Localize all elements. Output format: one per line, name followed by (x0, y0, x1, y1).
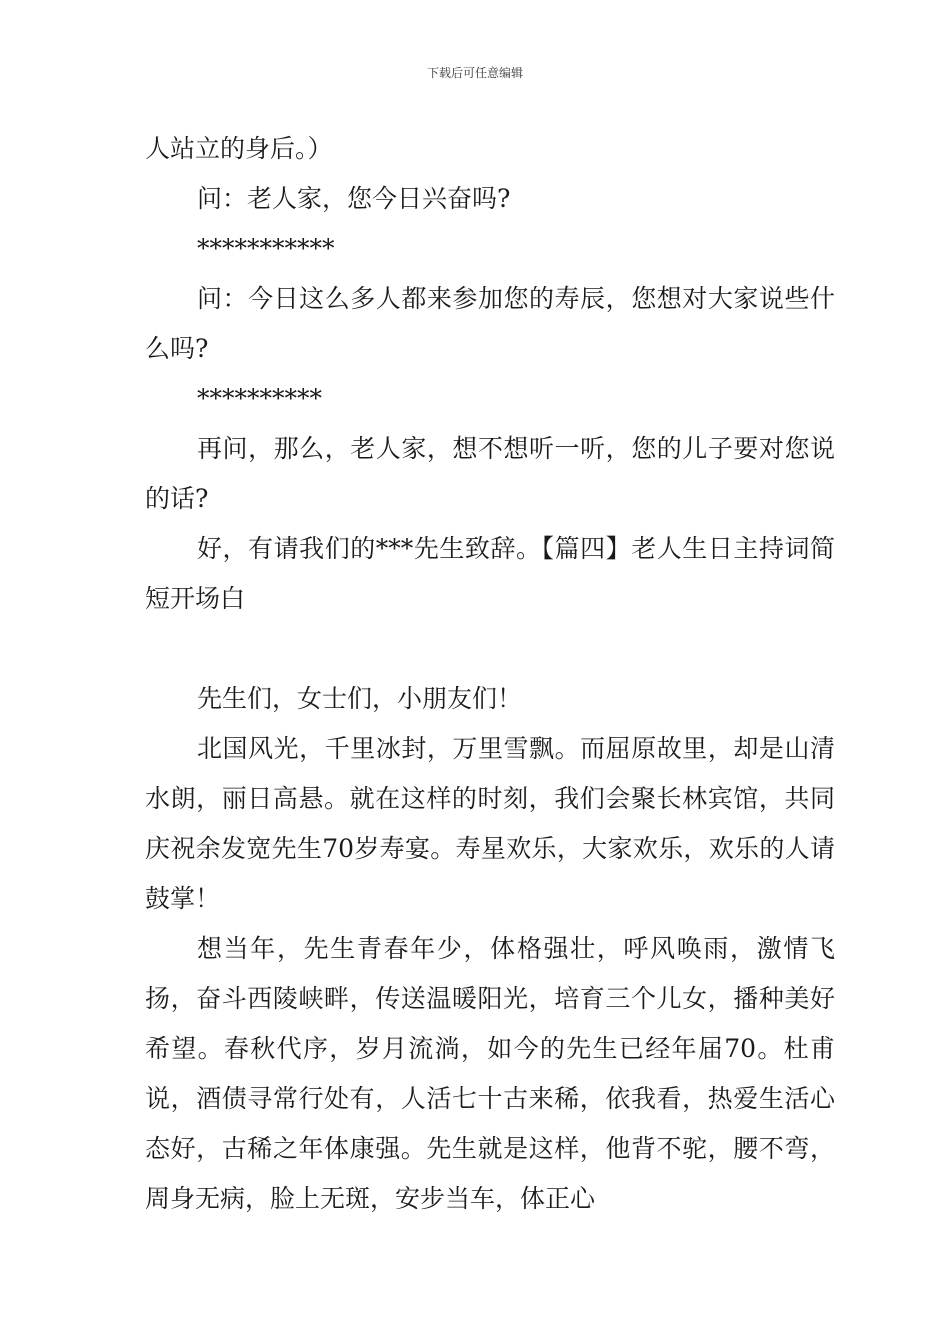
paragraph: 北国风光，千里冰封，万里雪飘。而屈原故里，却是山清水朗，丽日高悬。就在这样的时刻，我们会聚长林宾馆，共同庆祝余发宽先生70岁寿宴。寿星欢乐，大家欢乐，欢乐的人请鼓掌！ (145, 734, 835, 913)
paragraph: *********** (197, 234, 335, 263)
paragraph: ********** (197, 384, 322, 413)
paragraph-gap (145, 624, 835, 674)
paragraph: 问：今日这么多人都来参加您的寿辰，您想对大家说些什么吗? (145, 284, 835, 363)
document-body (145, 124, 835, 1224)
paragraph: 想当年，先生青春年少，体格强壮，呼风唤雨，激情飞扬，奋斗西陵峡畔，传送温暖阳光，培育三个儿女，播种美好希望。春秋代序，岁月流淌，如今的先生已经年届70。杜甫说，酒债寻常行处有，人活七十古来稀，依我看，热爱生活心态好，古稀之年体康强。先生就是这样，他背不驼，腰不弯，周身无病，脸上无斑，安步当车，体正心 (145, 934, 835, 1213)
paragraph: 好，有请我们的***先生致辞。【篇四】老人生日主持词简短开场白 (145, 534, 835, 613)
paragraph: 问：老人家，您今日兴奋吗? (197, 184, 511, 213)
paragraph: 再问，那么，老人家，想不想听一听，您的儿子要对您说的话? (145, 434, 835, 513)
paragraph: 先生们，女士们，小朋友们！ (197, 684, 523, 713)
page-header: 下载后可任意编辑 (426, 66, 523, 80)
paragraph: 人站立的身后。） (145, 134, 333, 163)
